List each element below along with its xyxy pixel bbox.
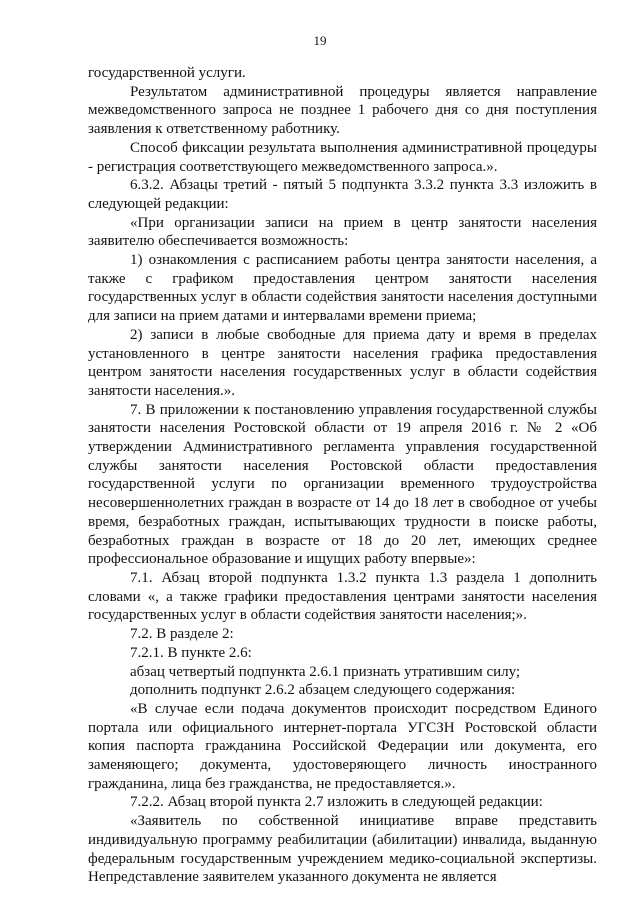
paragraph: государственной услуги.: [88, 65, 246, 81]
paragraph: 6.3.2. Абзацы третий - пятый 5 подпункта 3.3.2 пункта 3.3 изложить в следующей редакции:: [88, 177, 597, 212]
paragraph: 7.2. В разделе 2:: [130, 626, 234, 643]
paragraph: 7. В приложении к постановлению управления государственной службы занятости населения Ростовской области от 19 апреля 2016 г. № 2 «Об утверждении Административного регламента управления государственной службы занятости населения Ростовской области предоставления государственной услуги по организации временного трудоустройства несовершеннолетних граждан в возрасте от 14 до 18 лет в свободное от учебы время, безработных граждан, испытывающих трудности в поиске работы, безработных граждан в возрасте от 18 до 20 лет, имеющих среднее профессиональное образование и ищущих работу впервые»:: [88, 401, 597, 568]
document-body: [88, 64, 597, 887]
page-number: 19: [313, 33, 327, 48]
paragraph: дополнить подпункт 2.6.2 абзацем следующего содержания:: [130, 682, 516, 699]
paragraph: 7.2.1. В пункте 2.6:: [130, 644, 252, 661]
paragraph: 2) записи в любые свободные для приема дату и время в пределах установленного в центре занятости населения графика предоставления центром занятости населения государственных услуг в области содействия занятости населения.».: [88, 326, 597, 399]
paragraph: 7.2.2. Абзац второй пункта 2.7 изложить в следующей редакции:: [130, 794, 543, 811]
paragraph: 1) ознакомления с расписанием работы центра занятости населения, а также с графиком предоставления центром занятости населения государственных услуг в области содействия занятости населения доступными для записи на прием датами и интервалами времени приема;: [88, 252, 597, 325]
paragraph: «В случае если подача документов происходит посредством Единого портала или официального интернет-портала УГСЗН Ростовской области копия паспорта гражданина Российской Федерации или документа, его заменяющего; документа, удостоверяющего личность иностранного гражданина, лица без гражданства, не предоставляется.».: [88, 700, 597, 792]
paragraph: 7.1. Абзац второй подпункта 1.3.2 пункта 1.3 раздела 1 дополнить словами «, а также графики предоставления центрами занятости населения государственных услуг в области содействия занятости населения;».: [88, 569, 597, 624]
paragraph: «Заявитель по собственной инициативе вправе представить индивидуальную программу реабилитации (абилитации) инвалида, выданную федеральным государственным учреждением медико-социальной экспертизы. Непредставление заявителем указанного документа не является: [88, 813, 597, 886]
paragraph: «При организации записи на прием в центр занятости населения заявителю обеспечивается возможность:: [88, 214, 597, 250]
paragraph: Результатом административной процедуры является направление межведомственного запроса не позднее 1 рабочего дня со дня поступления заявления к ответственному работнику.: [88, 83, 597, 138]
paragraph: абзац четвертый подпункта 2.6.1 признать утратившим силу;: [130, 663, 521, 680]
paragraph: Способ фиксации результата выполнения административной процедуры - регистрация соответствующего межведомственного запроса.».: [88, 139, 597, 175]
